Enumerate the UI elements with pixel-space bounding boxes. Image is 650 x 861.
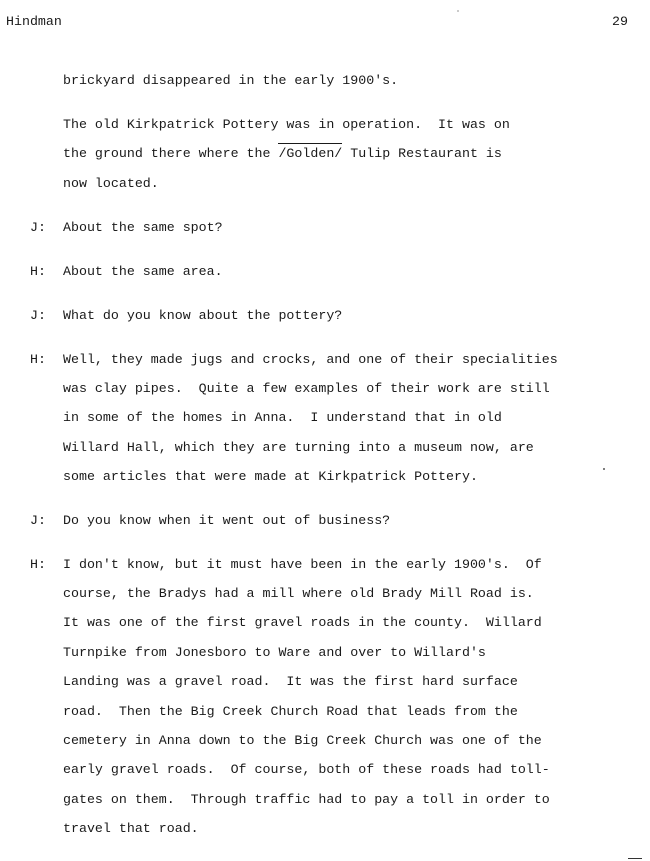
text-line: Turnpike from Jonesboro to Ware and over to Willard's [63,645,486,660]
running-header-name: Hindman [6,14,62,29]
text-line: I don't know, but it must have been in the early 1900's. Of [63,557,542,572]
scan-speck [457,10,459,12]
editorial-insertion-text: /Golden/ [278,146,343,161]
speaker-label: H: [30,352,46,367]
speaker-label: H: [30,264,46,279]
text-line: About the same area. [63,264,223,279]
editorial-insertion [278,146,342,161]
text-fragment: the ground there where the [63,146,279,161]
text-line: in some of the homes in Anna. I understand that in old [63,410,502,425]
bracket-overline [278,143,342,144]
text-line: The old Kirkpatrick Pottery was in operation. It was on [63,117,510,132]
text-line: cemetery in Anna down to the Big Creek Church was one of the [63,733,542,748]
text-line: course, the Bradys had a mill where old Brady Mill Road is. [63,586,534,601]
text-fragment: Tulip Restaurant is [342,146,502,161]
text-line: What do you know about the pottery? [63,308,343,323]
scan-speck [603,468,605,470]
text-line: gates on them. Through traffic had to pay a toll in order to [63,792,550,807]
text-line [63,146,502,161]
text-line: Do you know when it went out of business? [63,513,391,528]
text-line: now located. [63,176,159,191]
page-number: 29 [612,14,628,29]
text-line: road. Then the Big Creek Church Road that leads from the [63,704,518,719]
speaker-label: J: [30,308,46,323]
text-line: It was one of the first gravel roads in the county. Willard [63,615,542,630]
text-line: was clay pipes. Quite a few examples of their work are still [63,381,550,396]
text-line: Willard Hall, which they are turning into a museum now, are [63,440,534,455]
text-line: About the same spot? [63,220,223,235]
speaker-label: J: [30,220,46,235]
speaker-label: J: [30,513,46,528]
text-line: Well, they made jugs and crocks, and one of their specialities [63,352,558,367]
scan-edge-mark [628,858,642,859]
text-line: travel that road. [63,821,199,836]
text-line: early gravel roads. Of course, both of these roads had toll- [63,762,550,777]
text-line: some articles that were made at Kirkpatrick Pottery. [63,469,478,484]
text-line: Landing was a gravel road. It was the first hard surface [63,674,518,689]
speaker-label: H: [30,557,46,572]
text-line: brickyard disappeared in the early 1900's. [63,73,399,88]
